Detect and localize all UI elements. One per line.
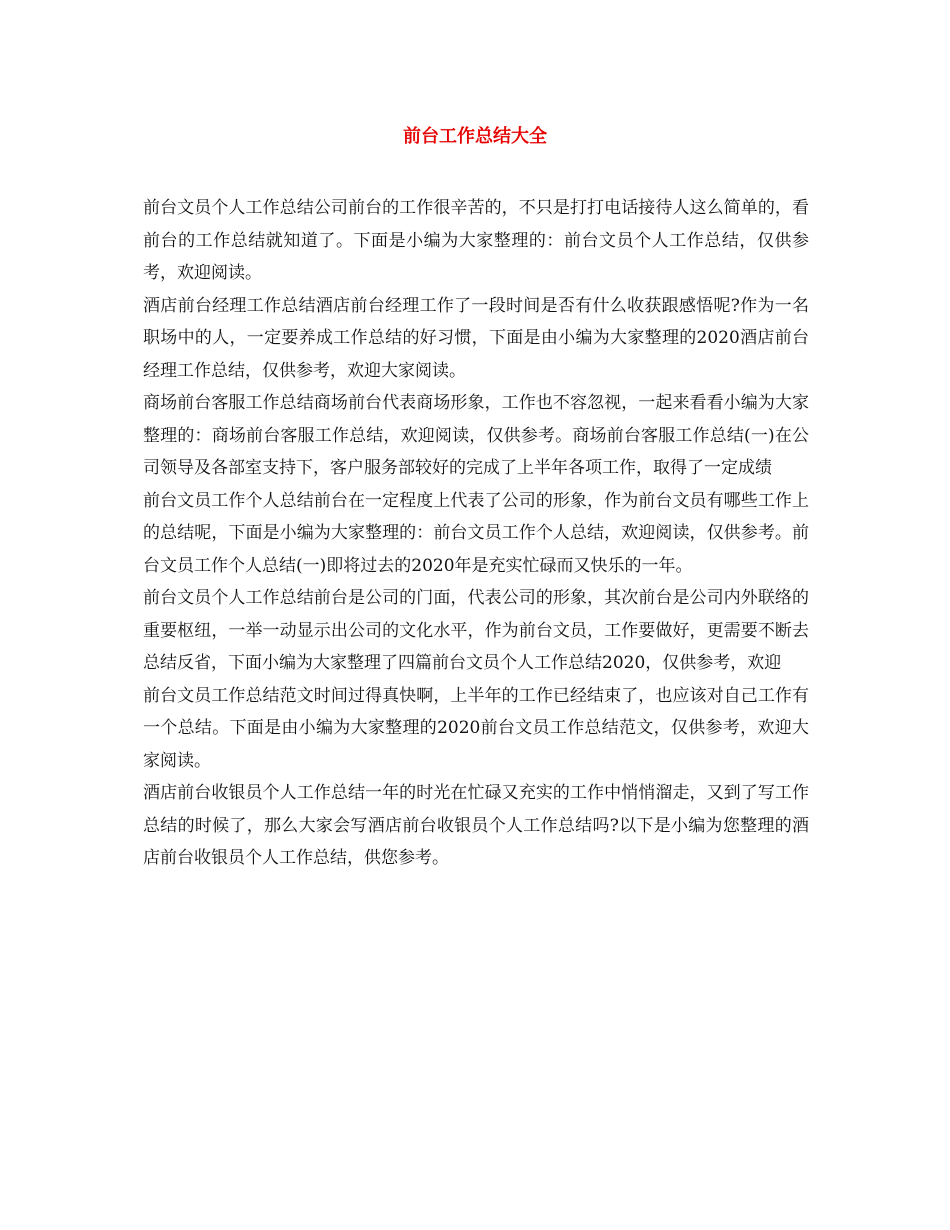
paragraph-5: 前台文员个人工作总结前台是公司的门面，代表公司的形象，其次前台是公司内外联络的重要枢纽，一举一动显示出公司的文化水平，作为前台文员，工作要做好，更需要不断去总结反省，下面小编为大家整理了四篇前台文员个人工作总结2020，仅供参考，欢迎 <box>143 588 809 673</box>
paragraph-2: 酒店前台经理工作总结酒店前台经理工作了一段时间是否有什么收获跟感悟呢?作为一名职场中的人，一定要养成工作总结的好习惯，下面是由小编为大家整理的2020酒店前台经理工作总结，仅供参考，欢迎大家阅读。 <box>143 295 809 381</box>
paragraph-1: 前台文员个人工作总结公司前台的工作很辛苦的，不只是打打电话接待人这么简单的，看前台的工作总结就知道了。下面是小编为大家整理的：前台文员个人工作总结，仅供参考，欢迎阅读。 <box>143 198 809 283</box>
paragraph-3: 商场前台客服工作总结商场前台代表商场形象，工作也不容忽视，一起来看看小编为大家整理的：商场前台客服工作总结，欢迎阅读，仅供参考。商场前台客服工作总结(一)在公司领导及各部室支持下，客户服务部较好的完成了上半年各项工作，取得了一定成绩 <box>143 393 809 478</box>
paragraph-7: 酒店前台收银员个人工作总结一年的时光在忙碌又充实的工作中悄悄溜走，又到了写工作总结的时候了，那么大家会写酒店前台收银员个人工作总结吗?以下是小编为您整理的酒店前台收银员个人工作总结，供您参考。 <box>143 783 809 868</box>
document-body <box>143 192 809 875</box>
document-title: 前台工作总结大全 <box>403 126 547 147</box>
paragraph-6: 前台文员工作总结范文时间过得真快啊，上半年的工作已经结束了，也应该对自己工作有一个总结。下面是由小编为大家整理的2020前台文员工作总结范文，仅供参考，欢迎大家阅读。 <box>143 685 809 771</box>
paragraph-4: 前台文员工作个人总结前台在一定程度上代表了公司的形象，作为前台文员有哪些工作上的总结呢，下面是小编为大家整理的：前台文员工作个人总结，欢迎阅读，仅供参考。前台文员工作个人总结(一)即将过去的2020年是充实忙碌而又快乐的一年。 <box>143 490 809 576</box>
